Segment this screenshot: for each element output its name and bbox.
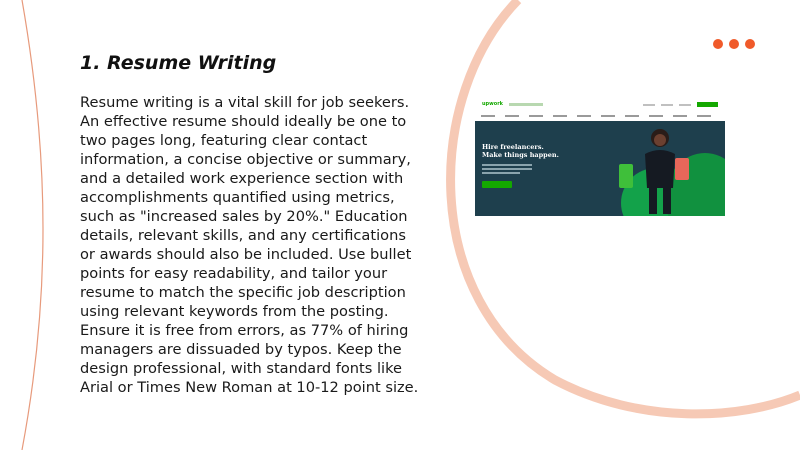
site-hero-title: Hire freelancers. Make things happen. (482, 143, 559, 159)
site-logo: upwork (482, 101, 503, 107)
dot (729, 39, 739, 49)
slide-heading: 1. Resume Writing (80, 52, 277, 74)
site-category-nav (475, 112, 725, 120)
site-nav-links (643, 104, 691, 106)
green-block (619, 164, 633, 188)
slide-paragraph: Resume writing is a vital skill for job seekers. An effective resume should ideally be one to two pages long, featuring clear contact information, a concise objective or summary, and a detailed work experience section with accomplishments quantified using metrics, such as "increased sales by 20%." Education details, relevant skills, and any certifications or awards should also be included. Use bullet points for easy readability, and tailor your resume to match the specific job description using relevant keywords from the posting. Ensure it is free from errors, as 77% of hiring managers are dissuaded by typos. Keep the design professional, with standard fonts like Arial or Times New Roman at 10-12 point size. (80, 94, 419, 396)
dot (713, 39, 723, 49)
website-screenshot (475, 98, 725, 216)
site-hero-button (482, 181, 512, 188)
site-search-bar (509, 103, 543, 106)
dot (745, 39, 755, 49)
site-hero-subtext (482, 164, 532, 176)
site-signup-button (697, 102, 718, 107)
person-figure (635, 126, 685, 216)
accent-dots (713, 39, 755, 49)
